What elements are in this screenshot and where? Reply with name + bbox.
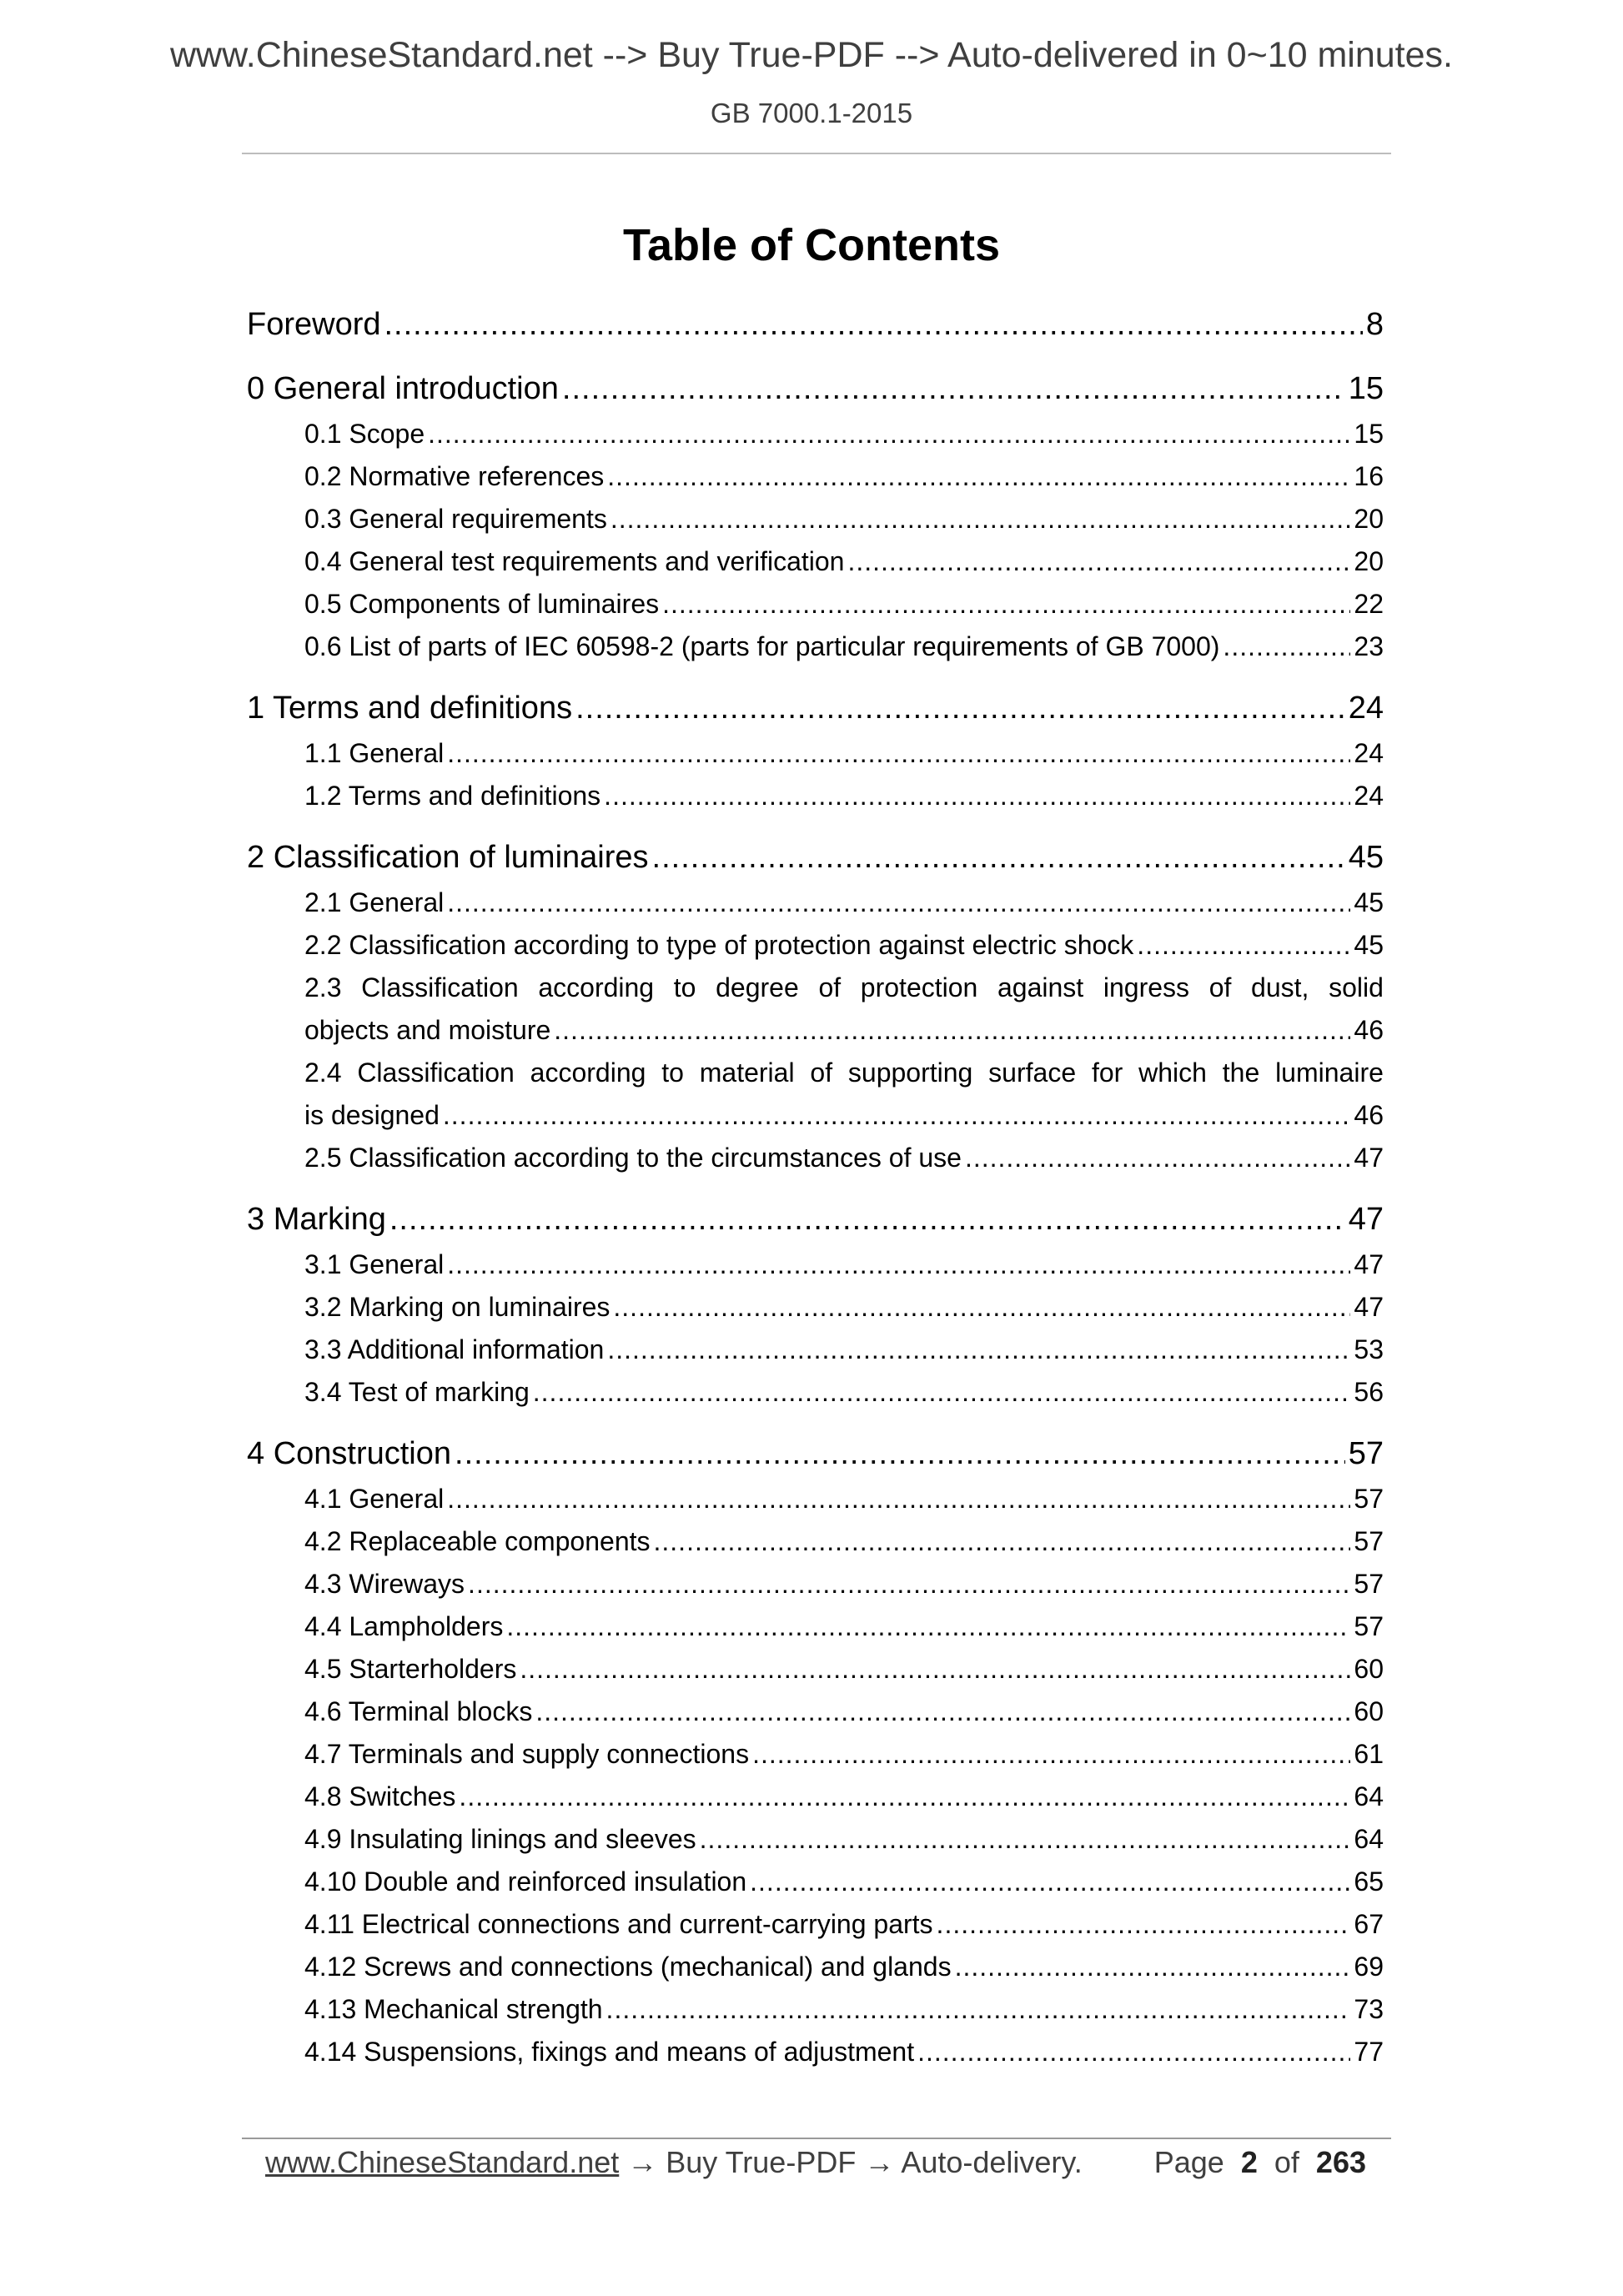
toc-section-entry[interactable] — [304, 1557, 1384, 1600]
toc-entry-label: is designed — [304, 1100, 440, 1130]
toc-entry-word: for — [1091, 1058, 1123, 1088]
toc-entry-page-number: 64 — [1354, 1781, 1384, 1811]
toc-entry-label: 3.1 General — [304, 1249, 445, 1279]
toc-section-entry[interactable] — [304, 577, 1384, 620]
toc-dot-leader — [604, 781, 1350, 811]
toc-entry-page-number: 77 — [1354, 2037, 1384, 2067]
toc-entry-page-number: 16 — [1354, 461, 1384, 491]
toc-entry-label: 4.6 Terminal blocks — [304, 1696, 533, 1726]
toc-dot-leader — [654, 1526, 1351, 1557]
header-divider — [242, 153, 1391, 154]
toc-entry-word: of — [818, 972, 842, 1002]
toc-section-entry[interactable] — [304, 769, 1384, 811]
toc-entry-label: 3.3 Additional information — [304, 1334, 605, 1364]
toc-entry-page-number: 24 — [1354, 738, 1384, 768]
toc-entry-label: 4.4 Lampholders — [304, 1611, 504, 1641]
toc-dot-leader — [700, 1824, 1351, 1855]
toc-entry-label: 4.7 Terminals and supply connections — [304, 1739, 750, 1769]
toc-entry-word: supporting — [847, 1058, 973, 1088]
toc-entry-word: of — [810, 1058, 833, 1088]
toc-dot-leader — [459, 1781, 1350, 1812]
of-word: of — [1274, 2145, 1299, 2179]
toc-entry-page-number: 24 — [1354, 781, 1384, 811]
toc-section-entry[interactable] — [304, 1323, 1384, 1365]
toc-entry-page-number: 61 — [1354, 1739, 1384, 1769]
toc-dot-leader — [384, 307, 1363, 343]
toc-entry-label: 2 Classification of luminaires — [247, 840, 649, 875]
toc-entry-label: 4.1 General — [304, 1484, 445, 1514]
toc-entry-page-number: 47 — [1354, 1292, 1384, 1322]
page-footer — [265, 2140, 1366, 2185]
toc-entry-word: luminaire — [1275, 1058, 1384, 1088]
toc-entry-page-number: 57 — [1348, 1436, 1384, 1471]
toc-section-entry[interactable] — [304, 1280, 1384, 1323]
toc-entry-label: 4.9 Insulating linings and sleeves — [304, 1824, 696, 1854]
header-banner: www.ChineseStandard.net --> Buy True-PDF --> Auto-delivered in 0~10 minutes. — [169, 35, 1453, 75]
toc-entry-page-number: 60 — [1354, 1654, 1384, 1684]
toc-dot-leader — [455, 1436, 1345, 1472]
toc-entry-page-number: 57 — [1354, 1611, 1384, 1641]
toc-entry-word: 2.3 — [304, 972, 342, 1002]
toc-entry-page-number: 20 — [1354, 504, 1384, 534]
toc-entry-label: 4.11 Electrical connections and current-carrying parts — [304, 1909, 933, 1939]
toc-section-entry[interactable] — [304, 1515, 1384, 1557]
toc-entry-page-number: 45 — [1348, 840, 1384, 875]
toc-entry-word: dust, — [1251, 972, 1309, 1002]
toc-entry-word: the — [1222, 1058, 1260, 1088]
toc-section-entry[interactable] — [304, 407, 1384, 450]
toc-entry-label: 1.1 General — [304, 738, 445, 768]
toc-chapter-entry[interactable] — [247, 364, 1384, 407]
toc-dot-leader — [447, 1484, 1350, 1515]
toc-entry-word: 2.4 — [304, 1058, 342, 1088]
toc-entry-label: 0.5 Components of luminaires — [304, 589, 660, 619]
toc-dot-leader — [447, 738, 1350, 769]
toc-entry-page-number: 53 — [1354, 1334, 1384, 1364]
toc-section-entry[interactable] — [304, 535, 1384, 577]
toc-entry-page-number: 8 — [1365, 307, 1384, 342]
toc-dot-leader — [613, 1292, 1350, 1323]
toc-dot-leader — [443, 1100, 1351, 1131]
toc-dot-leader — [562, 371, 1345, 407]
toc-entry-word: according — [538, 972, 655, 1002]
toc-dot-leader — [606, 1994, 1351, 2025]
toc-dot-leader — [468, 1569, 1350, 1600]
toc-section-entry[interactable] — [304, 1472, 1384, 1515]
toc-dot-leader — [428, 419, 1350, 450]
toc-dot-leader — [535, 1696, 1350, 1727]
toc-section-entry[interactable] — [304, 1238, 1384, 1280]
toc-dot-leader — [917, 2037, 1350, 2067]
toc-dot-leader — [750, 1866, 1350, 1897]
toc-entry-page-number: 57 — [1354, 1569, 1384, 1599]
toc-dot-leader — [965, 1143, 1350, 1173]
toc-section-entry[interactable] — [304, 620, 1384, 662]
toc-entry-word: of — [1208, 972, 1232, 1002]
toc-entry-label: 4.8 Switches — [304, 1781, 456, 1811]
toc-entry-page-number: 22 — [1354, 589, 1384, 619]
toc-section-entry[interactable] — [304, 1365, 1384, 1408]
toc-entry-word: which — [1138, 1058, 1207, 1088]
toc-entry-label: 4.10 Double and reinforced insulation — [304, 1866, 747, 1897]
toc-dot-leader — [752, 1739, 1350, 1770]
toc-dot-leader — [611, 504, 1351, 535]
toc-entry-page-number: 45 — [1354, 887, 1384, 917]
toc-section-entry[interactable] — [304, 1812, 1384, 1855]
total-pages: 263 — [1315, 2145, 1366, 2179]
toc-dot-leader — [847, 546, 1350, 577]
footer-tagline: → Buy True-PDF → Auto-delivery. — [619, 2145, 1083, 2179]
toc-dot-leader — [955, 1952, 1351, 1982]
toc-section-entry[interactable] — [304, 918, 1384, 961]
toc-entry-word: Classification — [361, 972, 519, 1002]
footer-left — [265, 2145, 1083, 2180]
toc-entry-label: 4.14 Suspensions, fixings and means of adjustment — [304, 2037, 915, 2067]
toc-dot-leader — [389, 1202, 1345, 1238]
toc-entry-label: 4.3 Wireways — [304, 1569, 465, 1599]
toc-entry-word: against — [997, 972, 1084, 1002]
toc-entry-word: ingress — [1103, 972, 1190, 1002]
toc-dot-leader — [506, 1611, 1350, 1642]
document-id: GB 7000.1-2015 — [710, 98, 913, 128]
toc-dot-leader — [1137, 930, 1350, 961]
toc-dot-leader — [520, 1654, 1350, 1685]
toc-entry-label: 3.2 Marking on luminaires — [304, 1292, 611, 1322]
toc-section-entry[interactable] — [304, 1855, 1384, 1897]
toc-entry-label: 4.13 Mechanical strength — [304, 1994, 603, 2024]
toc-entry-first-line — [304, 961, 1384, 1003]
toc-entry-label: 0.2 Normative references — [304, 461, 605, 491]
toc-section-entry[interactable] — [304, 876, 1384, 918]
toc-entry-page-number: 47 — [1354, 1249, 1384, 1279]
toc-section-entry[interactable] — [304, 1770, 1384, 1812]
toc-entry-label: 4 Construction — [247, 1436, 452, 1471]
toc-entry-page-number: 60 — [1354, 1696, 1384, 1726]
toc-section-entry[interactable] — [304, 1897, 1384, 1940]
toc-entry-label: Foreword — [247, 307, 381, 342]
toc-entry-label: 4.5 Starterholders — [304, 1654, 517, 1684]
toc-section-entry[interactable] — [304, 1088, 1384, 1131]
toc-entry-page-number: 46 — [1354, 1100, 1384, 1130]
toc-entry-label: 0.4 General test requirements and verification — [304, 546, 845, 576]
toc-chapter-entry[interactable] — [247, 1429, 1384, 1472]
footer-website-link[interactable]: www.ChineseStandard.net — [265, 2145, 620, 2179]
toc-section-entry[interactable] — [304, 450, 1384, 492]
toc-section-entry[interactable] — [304, 726, 1384, 769]
toc-entry-page-number: 69 — [1354, 1952, 1384, 1982]
toc-entry-page-number: 64 — [1354, 1824, 1384, 1854]
toc-entry-word: surface — [988, 1058, 1077, 1088]
toc-section-entry[interactable] — [304, 492, 1384, 535]
toc-section-entry[interactable] — [304, 1131, 1384, 1173]
toc-entry-page-number: 15 — [1354, 419, 1384, 449]
toc-entry-page-number: 46 — [1354, 1015, 1384, 1045]
toc-dot-leader — [533, 1377, 1351, 1408]
toc-section-entry[interactable] — [304, 1642, 1384, 1685]
toc-section-entry[interactable] — [304, 1940, 1384, 1982]
toc-section-entry[interactable] — [304, 1685, 1384, 1727]
toc-entry-label: 2.5 Classification according to the circumstances of use — [304, 1143, 962, 1173]
current-page-number: 2 — [1240, 2145, 1258, 2179]
toc-dot-leader — [1223, 631, 1350, 662]
toc-entry-label: objects and moisture — [304, 1015, 551, 1045]
toc-entry-page-number: 67 — [1354, 1909, 1384, 1939]
page-word: Page — [1153, 2145, 1224, 2179]
toc-entry-label: 0.3 General requirements — [304, 504, 607, 534]
toc-entry-page-number: 20 — [1354, 546, 1384, 576]
toc-entry-word: to — [661, 1058, 684, 1088]
toc-section-entry[interactable] — [304, 2025, 1384, 2067]
toc-entry-label: 0.6 List of parts of IEC 60598-2 (parts for particular requirements of GB 7000) — [304, 631, 1220, 661]
toc-entry-label: 4.12 Screws and connections (mechanical) and glands — [304, 1952, 952, 1982]
page-indicator — [1154, 2145, 1366, 2180]
toc-entry-label: 3.4 Test of marking — [304, 1377, 530, 1407]
toc-dot-leader — [652, 840, 1345, 876]
toc-entry-first-line — [304, 1046, 1384, 1088]
toc-entry-page-number: 23 — [1354, 631, 1384, 661]
toc-dot-leader — [607, 1334, 1350, 1365]
toc-entry-label: 0.1 Scope — [304, 419, 425, 449]
toc-entry-label: 2.2 Classification according to type of protection against electric shock — [304, 930, 1134, 960]
toc-section-entry[interactable] — [304, 1003, 1384, 1046]
toc-entry-page-number: 57 — [1354, 1484, 1384, 1514]
toc-dot-leader — [447, 1249, 1350, 1280]
toc-entry-label: 3 Marking — [247, 1202, 386, 1237]
toc-entry-page-number: 47 — [1354, 1143, 1384, 1173]
toc-chapter-entry[interactable] — [247, 684, 1384, 726]
toc-entry-word: Classification — [357, 1058, 515, 1088]
toc-entry-word: protection — [860, 972, 978, 1002]
toc-entry-page-number: 47 — [1348, 1202, 1384, 1237]
toc-entry-label: 2.1 General — [304, 887, 445, 917]
toc-entry-page-number: 56 — [1354, 1377, 1384, 1407]
toc-entry-label: 1.2 Terms and definitions — [304, 781, 601, 811]
toc-section-entry[interactable] — [304, 1727, 1384, 1770]
table-of-contents — [247, 300, 1384, 2067]
toc-dot-leader — [575, 691, 1345, 726]
toc-entry-page-number: 57 — [1354, 1526, 1384, 1556]
toc-chapter-entry[interactable] — [247, 833, 1384, 876]
footer-divider — [242, 2138, 1391, 2139]
toc-entry-label: 0 General introduction — [247, 371, 559, 406]
toc-dot-leader — [447, 887, 1350, 918]
toc-entry-page-number: 65 — [1354, 1866, 1384, 1897]
toc-title: Table of Contents — [623, 220, 1000, 270]
toc-section-entry[interactable] — [304, 1982, 1384, 2025]
toc-section-entry[interactable] — [304, 1600, 1384, 1642]
toc-entry-word: according — [530, 1058, 646, 1088]
toc-entry-word: to — [673, 972, 696, 1002]
toc-entry-page-number: 15 — [1348, 371, 1384, 406]
toc-entry-word: material — [699, 1058, 795, 1088]
toc-entry-word: solid — [1329, 972, 1384, 1002]
toc-entry-label: 4.2 Replaceable components — [304, 1526, 651, 1556]
toc-entry-word: degree — [716, 972, 799, 1002]
toc-dot-leader — [662, 589, 1350, 620]
toc-chapter-entry[interactable] — [247, 300, 1384, 343]
toc-dot-leader — [937, 1909, 1351, 1940]
toc-chapter-entry[interactable] — [247, 1195, 1384, 1238]
toc-entry-page-number: 24 — [1348, 691, 1384, 726]
toc-entry-label: 1 Terms and definitions — [247, 691, 573, 726]
toc-entry-page-number: 45 — [1354, 930, 1384, 960]
toc-entry-page-number: 73 — [1354, 1994, 1384, 2024]
toc-dot-leader — [607, 461, 1350, 492]
toc-dot-leader — [554, 1015, 1350, 1046]
